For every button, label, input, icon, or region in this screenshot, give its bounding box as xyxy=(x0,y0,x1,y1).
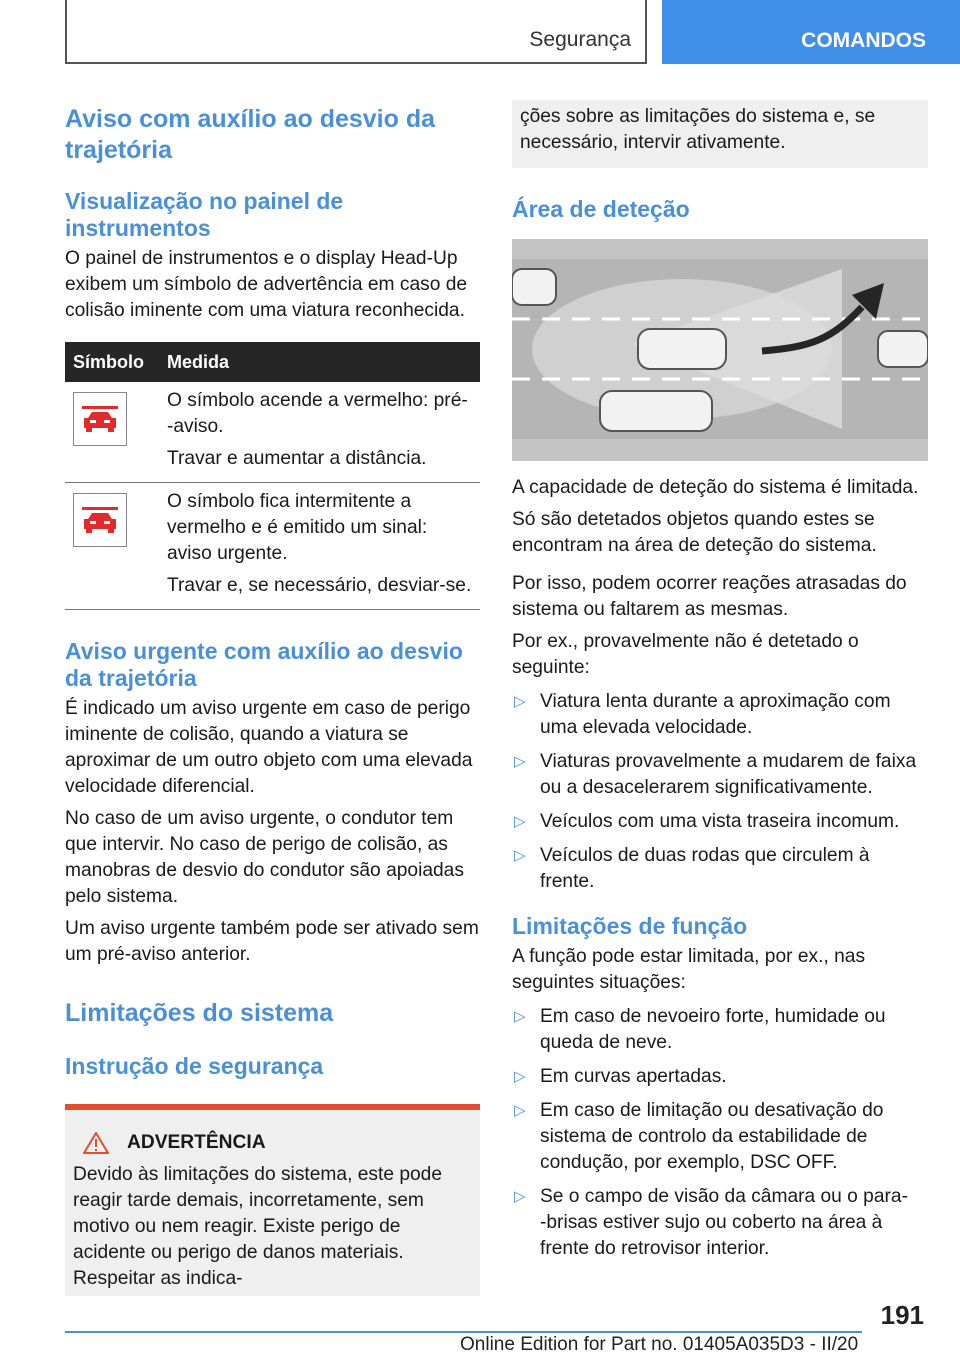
list-item: ▷ Viaturas provavelmente a mudarem de faixa ou a desacelerarem significativamente. xyxy=(514,751,917,798)
paragraph: O painel de instrumentos e o display Head-Up exibem um símbolo de advertência em caso de colisão iminente com uma viatura reconhecida. xyxy=(65,248,468,321)
subheading-display: Visualização no painel de instrumentos xyxy=(65,188,344,241)
red-car-warning-icon xyxy=(73,392,127,446)
paragraph: Por isso, podem ocorrer reações atrasadas do sistema ou faltarem as mesmas. xyxy=(512,573,907,620)
section-heading: Aviso com auxílio ao desvio da trajetória xyxy=(65,105,436,164)
warning-text: Devido às limitações do sistema, este pode reagir tarde demais, incorretamente, sem motivo ou nem reagir. Existe perigo de acidente ou perigo de danos materiais. Respeitar as indica- xyxy=(73,1164,443,1289)
undetected-list xyxy=(512,689,928,895)
page-number: 191 xyxy=(880,1300,924,1330)
subheading-detection-area: Área de deteção xyxy=(512,196,690,222)
left-column xyxy=(65,100,480,1296)
triangle-bullet-icon: ▷ xyxy=(514,693,526,710)
warning-title: ADVERTÊNCIA xyxy=(127,1132,266,1153)
chapter-tab-label: COMANDOS xyxy=(801,29,926,52)
triangle-bullet-icon: ▷ xyxy=(514,1188,526,1205)
paragraph: A capacidade de deteção do sistema é limitada. xyxy=(512,477,919,498)
footer-divider xyxy=(65,1331,862,1333)
list-item: ▷ Em caso de nevoeiro forte, humidade ou queda de neve. xyxy=(514,1006,886,1053)
table-row xyxy=(65,483,480,610)
subheading-function-limits: Limitações de função xyxy=(512,913,748,939)
list-item: ▷ Veículos de duas rodas que circulem à frente. xyxy=(514,845,870,892)
paragraph: Um aviso urgente também pode ser ativado sem um pré-aviso anterior. xyxy=(65,918,479,965)
subheading-urgent: Aviso urgente com auxílio ao desvio da trajetória xyxy=(65,638,463,691)
paragraph: Só são detetados objetos quando estes se encontram na área de deteção do sistema. xyxy=(512,509,877,556)
triangle-bullet-icon: ▷ xyxy=(514,1068,526,1085)
section-heading-limits: Limitações do sistema xyxy=(65,999,334,1027)
warning-continuation xyxy=(512,100,928,168)
measure-text: Travar e aumentar a distância. xyxy=(167,448,427,469)
list-item: ▷ Viatura lenta durante a aproximação com uma elevada velocidade. xyxy=(514,691,891,738)
warning-triangle-icon xyxy=(83,1132,109,1154)
list-item: ▷ Veículos com uma vista traseira incomum. xyxy=(512,809,928,835)
footer-edition: Online Edition for Part no. 01405A035D3 - II/20 xyxy=(460,1334,859,1355)
measure-text: O símbolo acende a vermelho: pré-‑aviso. xyxy=(167,390,468,437)
triangle-bullet-icon: ▷ xyxy=(514,1008,526,1025)
paragraph: No caso de um aviso urgente, o condutor tem que intervir. No caso de perigo de colisão, as manobras de desvio do condutor são apoiadas pelo sistema. xyxy=(65,808,464,907)
red-car-warning-icon xyxy=(73,493,127,547)
list-item: ▷ Em caso de limitação ou desativação do sistema de controlo da estabilidade de condução, por exemplo, DSC OFF. xyxy=(514,1100,884,1173)
chapter-tab[interactable] xyxy=(662,0,960,64)
right-column xyxy=(512,100,928,1270)
table-header-symbol: Símbolo xyxy=(65,342,159,382)
subheading-safety: Instrução de segurança xyxy=(65,1053,324,1079)
warning-text-cont: ções sobre as limitações do sistema e, se necessário, intervir ativamente. xyxy=(520,106,876,153)
section-title: Segurança xyxy=(529,28,631,51)
triangle-bullet-icon: ▷ xyxy=(514,1102,526,1119)
list-item: ▷ Em curvas apertadas. xyxy=(512,1064,928,1090)
triangle-bullet-icon: ▷ xyxy=(514,753,526,770)
paragraph: Por ex., provavelmente não é detetado o seguinte: xyxy=(512,631,859,678)
header-frame xyxy=(65,0,647,64)
table-row xyxy=(65,382,480,483)
paragraph: A função pode estar limitada, por ex., nas seguintes situações: xyxy=(512,946,866,993)
paragraph: É indicado um aviso urgente em caso de perigo iminente de colisão, quando a viatura se aproximar de um outro objeto com uma elevada velocidade diferencial. xyxy=(65,698,473,797)
list-item: ▷ Se o campo de visão da câmara ou o para-‑brisas estiver sujo ou coberto na área à frente do retrovisor interior. xyxy=(514,1186,908,1259)
measure-text: O símbolo fica intermitente a vermelho e é emitido um sinal: aviso urgente. xyxy=(167,491,428,564)
triangle-bullet-icon: ▷ xyxy=(514,847,526,864)
triangle-bullet-icon: ▷ xyxy=(514,813,526,830)
symbol-table xyxy=(65,342,480,610)
detection-area-illustration xyxy=(512,239,928,461)
warning-box xyxy=(65,1104,480,1296)
measure-text: Travar e, se necessário, desviar-se. xyxy=(167,575,472,596)
function-limits-list xyxy=(512,1004,928,1262)
table-header-measure: Medida xyxy=(159,342,480,382)
